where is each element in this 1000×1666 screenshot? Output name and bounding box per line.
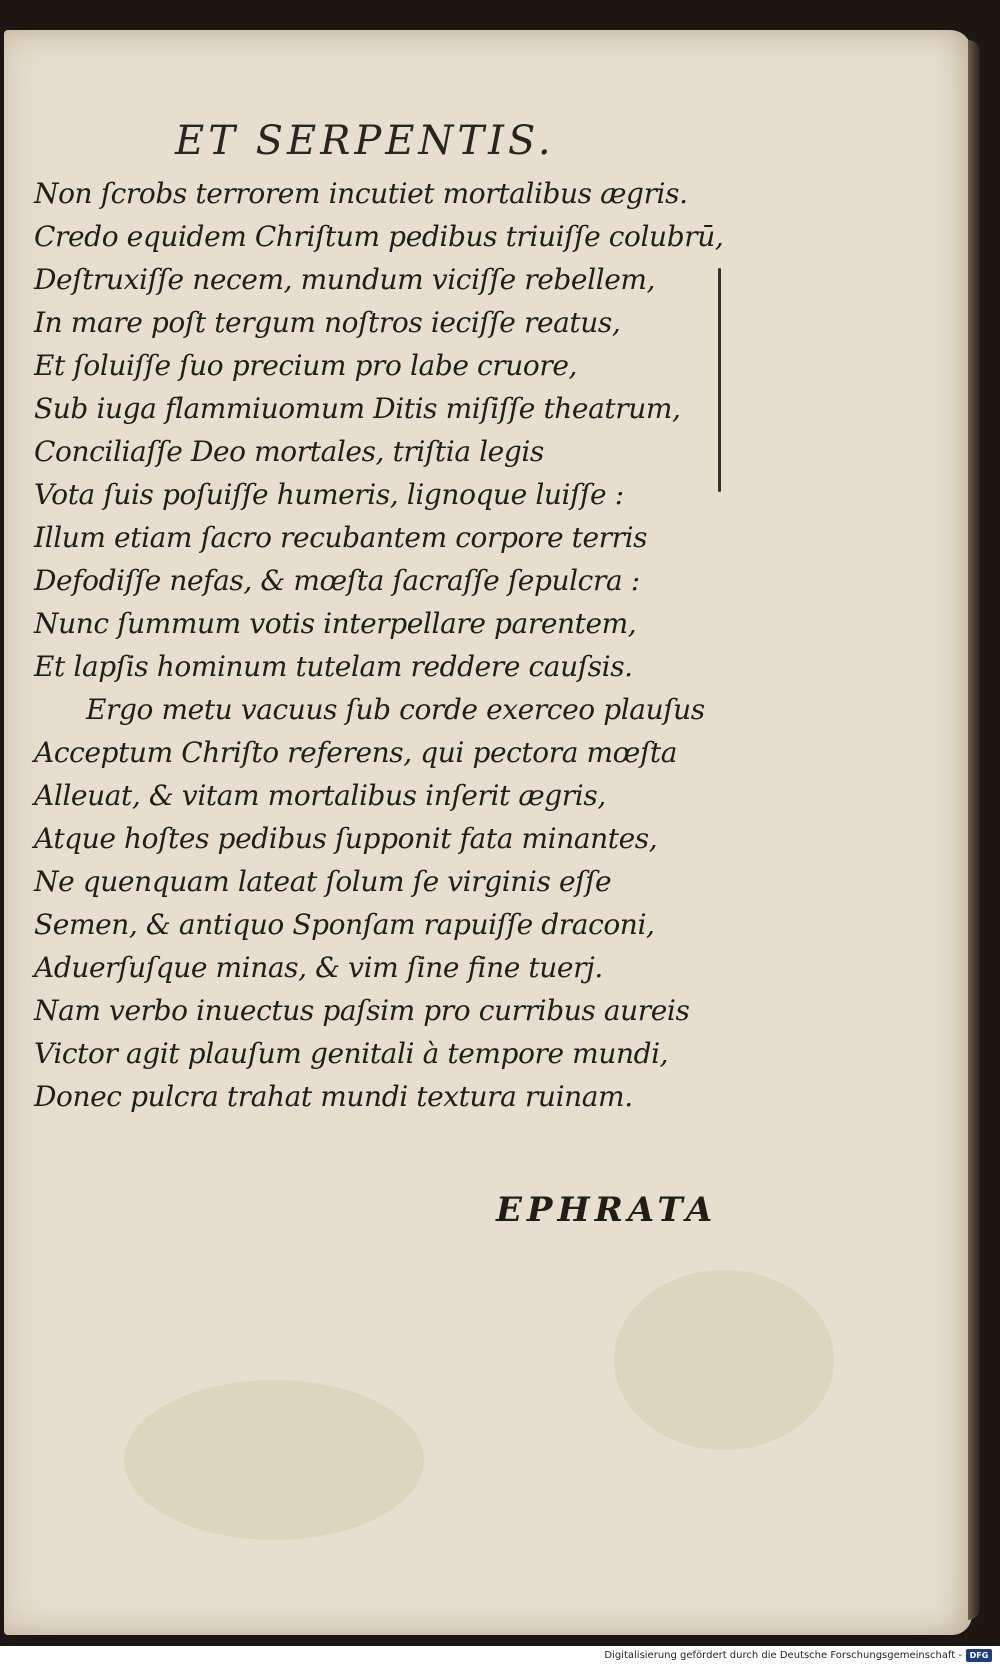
verse-line: Alleuat, & vitam mortalibus inſerit ægris, bbox=[34, 779, 606, 812]
verse-line: Ergo metu vacuus ſub corde exerceo plauſus bbox=[86, 693, 705, 726]
verse-line: Non ſcrobs terrorem incutiet mortalibus ægris. bbox=[34, 177, 688, 210]
verse-line: Sub iuga flammiuomum Ditis miſiſſe theatrum, bbox=[34, 392, 681, 425]
verse-line: Aduerſuſque minas, & vim ſine fine tuerj. bbox=[34, 951, 603, 984]
verse-line: Et lapſis hominum tutelam reddere cauſsis. bbox=[34, 650, 633, 683]
verse-line: Nam verbo inuectus paſsim pro curribus aureis bbox=[34, 994, 690, 1027]
verse-line: Donec pulcra trahat mundi textura ruinam. bbox=[34, 1080, 633, 1113]
paper-stain bbox=[124, 1380, 424, 1540]
verse-line: In mare poſt tergum noſtros ieciſſe reatus, bbox=[34, 306, 621, 339]
verse-line: Atque hoſtes pedibus ſupponit fata minantes, bbox=[34, 822, 658, 855]
poem-text bbox=[34, 172, 734, 1118]
verse-line: Credo equidem Chriſtum pedibus triuiſſe colubrū, bbox=[34, 220, 724, 253]
paper-stain bbox=[614, 1270, 834, 1450]
verse-line: Acceptum Chriſto referens, qui pectora mœſta bbox=[34, 736, 678, 769]
verse-line: Semen, & antiquo Sponſam rapuiſſe draconi, bbox=[34, 908, 655, 941]
verse-line: Conciliaſſe Deo mortales, triſtia legis bbox=[34, 435, 544, 468]
verse-line: Illum etiam ſacro recubantem corpore terris bbox=[34, 521, 648, 554]
page-edge bbox=[968, 40, 980, 1620]
verse-line: Vota ſuis poſuiſſe humeris, lignoque luiſſe : bbox=[34, 478, 624, 511]
catchword: EPHRATA bbox=[496, 1190, 718, 1230]
verse-line: Deſtruxiſſe necem, mundum viciſſe rebellem, bbox=[34, 263, 656, 296]
margin-mark bbox=[718, 268, 721, 492]
verse-line: Et ſoluiſſe ſuo precium pro labe cruore, bbox=[34, 349, 578, 382]
running-header: ET SERPENTIS. bbox=[175, 118, 555, 164]
verse-line: Victor agit plauſum genitali à tempore mundi, bbox=[34, 1037, 669, 1070]
verse-line: Nunc ſummum votis interpellare parentem, bbox=[34, 607, 637, 640]
verse-line: Defodiſſe nefas, & mœſta ſacraſſe ſepulcra : bbox=[34, 564, 640, 597]
funding-credit: Digitalisierung gefördert durch die Deutsche Forschungsgemeinschaft - bbox=[604, 1650, 962, 1661]
dfg-logo-icon: DFG bbox=[966, 1649, 992, 1662]
verse-line: Ne quenquam lateat ſolum ſe virginis eſſe bbox=[34, 865, 612, 898]
